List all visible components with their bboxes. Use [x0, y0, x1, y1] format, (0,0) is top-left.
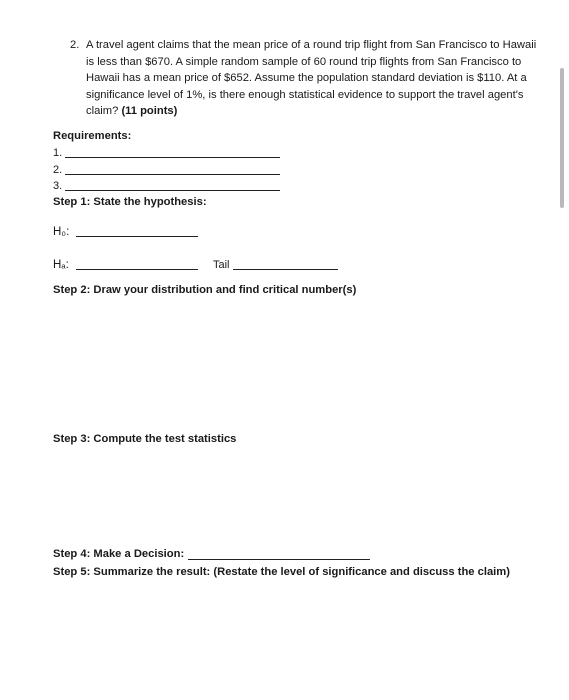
requirement-2-blank[interactable] [65, 174, 280, 175]
question-points: (11 points) [121, 105, 178, 118]
requirement-3-label: 3. [53, 180, 63, 192]
step5-heading: Step 5: Summarize the result: (Restate the level of significance and discuss the claim) [53, 566, 510, 578]
requirement-2-label: 2. [53, 164, 63, 176]
ha-blank[interactable] [76, 269, 198, 270]
requirements-heading: Requirements: [53, 130, 132, 142]
vertical-scrollbar[interactable] [560, 68, 564, 208]
ha-label: Hₐ: [53, 259, 69, 271]
step1-heading: Step 1: State the hypothesis: [53, 196, 207, 208]
question-number: 2. [70, 39, 80, 51]
tail-blank[interactable] [233, 269, 338, 270]
step2-heading: Step 2: Draw your distribution and find critical number(s) [53, 284, 357, 296]
tail-label: Tail [213, 259, 230, 271]
requirement-1-label: 1. [53, 147, 63, 159]
question-text-wrapper [86, 37, 540, 120]
question-block [70, 37, 540, 120]
h0-blank[interactable] [76, 236, 198, 237]
h0-label: H₀: [53, 226, 70, 238]
step3-heading: Step 3: Compute the test statistics [53, 433, 237, 445]
requirement-3-blank[interactable] [65, 190, 280, 191]
question-text: A travel agent claims that the mean price of a round trip flight from San Francisco to Hawaii is less than $670. A simple random sample of 60 round trip flights from San Francisco to Hawaii has a mean price of $652. Assume the population standard deviation is $110. At a significance level of 1%, is there enough statistical evidence to support the travel agent's claim? [86, 39, 537, 118]
requirement-1-blank[interactable] [65, 157, 280, 158]
decision-blank[interactable] [188, 559, 370, 560]
step4-heading: Step 4: Make a Decision: [53, 548, 185, 560]
